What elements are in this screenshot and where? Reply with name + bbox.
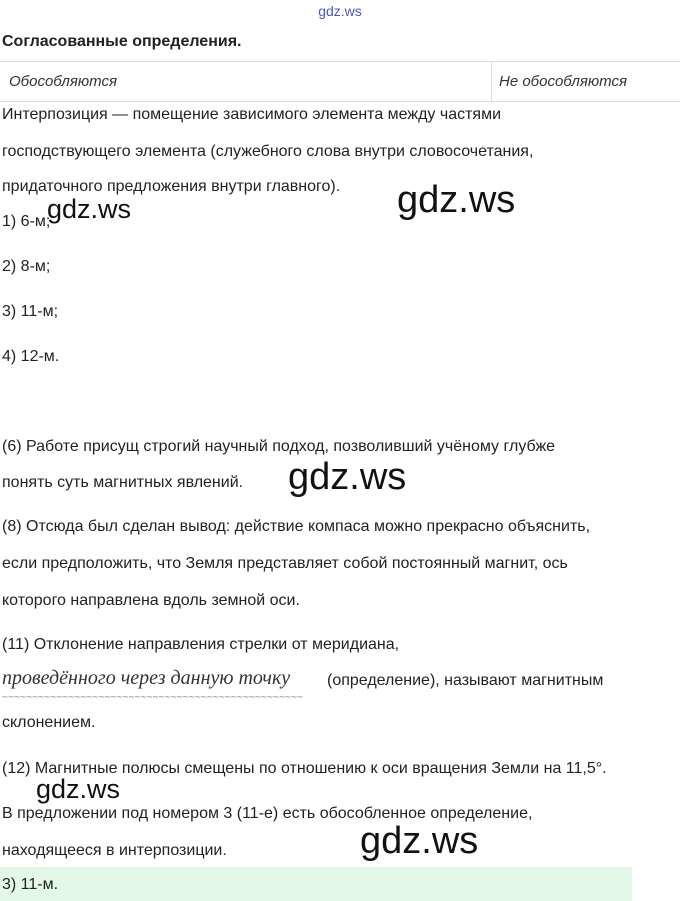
conclusion-line-1: В предложении под номером 3 (11-е) есть обособленное определение, bbox=[2, 805, 533, 822]
sentence-11-line-2: (определение), называют магнитным bbox=[327, 672, 604, 689]
sentence-12: (12) Магнитные полюсы смещены по отношению к оси вращения Земли на 11,5°. bbox=[2, 760, 607, 777]
definition-line-3: придаточного предложения внутри главного). bbox=[2, 178, 341, 195]
definition-line-2: господствующего элемента (служебного слова внутри словосочетания, bbox=[2, 143, 534, 160]
watermark-2: gdz.ws bbox=[397, 179, 516, 221]
option-2: 2) 8-м; bbox=[2, 258, 51, 275]
wavy-underline: ~~~~~~~~~~~~~~~~~~~~~~~~~~~~~~~~~~~~~~~~~~~~~~~~~~ bbox=[2, 692, 304, 703]
header-watermark: gdz.ws bbox=[318, 3, 362, 19]
watermark-5: gdz.ws bbox=[360, 820, 479, 862]
section-title: Согласованные определения. bbox=[2, 33, 242, 50]
sentence-6-line-1: (6) Работе присущ строгий научный подход, позволивший учёному глубже bbox=[2, 438, 556, 455]
answer-highlight bbox=[0, 867, 632, 901]
watermark-1: gdz.ws bbox=[47, 194, 132, 224]
sentence-11-line-1: (11) Отклонение направления стрелки от меридиана, bbox=[2, 636, 400, 653]
table-cell-isolated bbox=[0, 62, 492, 101]
option-4: 4) 12-м. bbox=[2, 348, 60, 365]
sentence-8-line-3: которого направлена вдоль земной оси. bbox=[2, 592, 300, 609]
watermark-3: gdz.ws bbox=[288, 456, 407, 498]
answer: 3) 11-м. bbox=[2, 876, 59, 893]
option-1: 1) 6-м; bbox=[2, 213, 51, 230]
table-header-not-isolated: Не обособляются bbox=[499, 73, 628, 90]
watermark-4: gdz.ws bbox=[36, 774, 121, 804]
definition-line-1: Интерпозиция — помещение зависимого элемента между частями bbox=[2, 106, 502, 123]
classification-table bbox=[0, 61, 680, 102]
table-header-isolated: Обособляются bbox=[9, 73, 117, 90]
sentence-6-line-2: понять суть магнитных явлений. bbox=[2, 474, 244, 491]
sentence-11-line-3: склонением. bbox=[2, 714, 96, 731]
sentence-8-line-1: (8) Отсюда был сделан вывод: действие компаса можно прекрасно объяснить, bbox=[2, 518, 591, 535]
option-3: 3) 11-м; bbox=[2, 303, 59, 320]
sentence-8-line-2: если предположить, что Земля представляет собой постоянный магнит, ось bbox=[2, 555, 568, 572]
conclusion-line-2: находящееся в интерпозиции. bbox=[2, 842, 227, 859]
handwritten-underlined-phrase: проведённого через данную точку bbox=[2, 667, 291, 689]
